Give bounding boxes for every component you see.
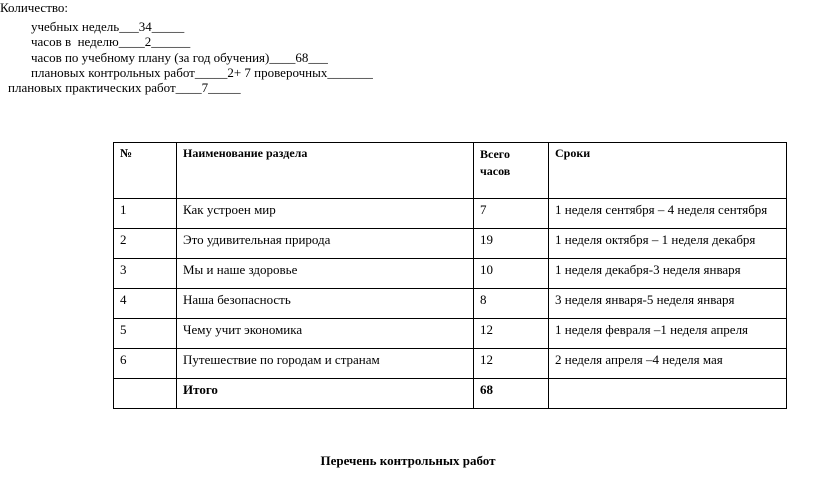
hours-plan-line: часов по учебному плану (за год обучения)____68___	[31, 50, 328, 65]
header-num: №	[114, 143, 177, 199]
quantity-title: Количество:	[0, 0, 69, 15]
row-section: Как устроен мир	[177, 199, 474, 229]
row-num: 3	[114, 259, 177, 289]
table-row	[114, 289, 787, 319]
table-total-row	[114, 379, 787, 409]
total-hours: 68	[474, 379, 549, 409]
row-num: 4	[114, 289, 177, 319]
practical-works-line: плановых практических работ____7_____	[8, 80, 241, 95]
control-works-line: плановых контрольных работ_____2+ 7 проверочных_______	[31, 65, 373, 80]
row-section: Путешествие по городам и странам	[177, 349, 474, 379]
row-hours: 10	[474, 259, 549, 289]
row-dates: 1 неделя декабря-3 неделя января	[549, 259, 787, 289]
control-works-heading: Перечень контрольных работ	[320, 453, 496, 468]
row-section: Это удивительная природа	[177, 229, 474, 259]
row-hours: 7	[474, 199, 549, 229]
row-hours: 19	[474, 229, 549, 259]
header-section: Наименование раздела	[177, 143, 474, 199]
row-hours: 12	[474, 319, 549, 349]
header-hours	[474, 143, 549, 199]
row-section: Мы и наше здоровье	[177, 259, 474, 289]
total-num	[114, 379, 177, 409]
header-hours-line2: часов	[480, 164, 511, 178]
row-dates: 1 неделя сентября – 4 неделя сентября	[549, 199, 787, 229]
hours-week-line: часов в неделю____2______	[31, 34, 191, 49]
table-row	[114, 229, 787, 259]
table-header-row	[114, 143, 787, 199]
row-hours: 8	[474, 289, 549, 319]
header-dates: Сроки	[549, 143, 787, 199]
weeks-line: учебных недель___34_____	[31, 19, 185, 34]
row-hours: 12	[474, 349, 549, 379]
table-row	[114, 259, 787, 289]
total-label: Итого	[177, 379, 474, 409]
row-num: 1	[114, 199, 177, 229]
row-num: 6	[114, 349, 177, 379]
schedule-table	[113, 142, 787, 409]
row-section: Наша безопасность	[177, 289, 474, 319]
row-section: Чему учит экономика	[177, 319, 474, 349]
table-row	[114, 199, 787, 229]
row-num: 5	[114, 319, 177, 349]
row-dates: 1 неделя февраля –1 неделя апреля	[549, 319, 787, 349]
header-hours-line1: Всего	[480, 147, 510, 161]
total-dates	[549, 379, 787, 409]
row-dates: 1 неделя октября – 1 неделя декабря	[549, 229, 787, 259]
row-dates: 2 неделя апреля –4 неделя мая	[549, 349, 787, 379]
row-num: 2	[114, 229, 177, 259]
table-row	[114, 319, 787, 349]
table-row	[114, 349, 787, 379]
row-dates: 3 неделя января-5 неделя января	[549, 289, 787, 319]
